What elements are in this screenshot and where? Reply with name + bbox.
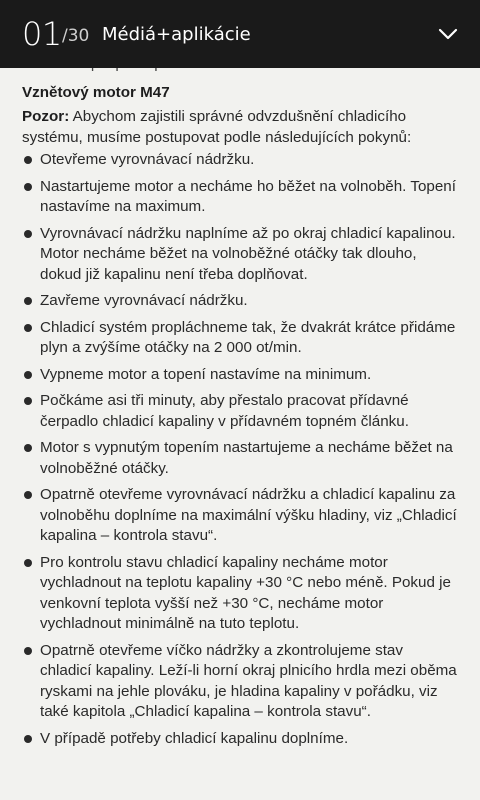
document-page[interactable] (0, 42, 480, 800)
list-item (22, 438, 458, 479)
list-item (22, 150, 458, 171)
bullet-icon (24, 735, 32, 743)
list-item (22, 318, 458, 359)
list-item (22, 729, 458, 750)
list-item (22, 177, 458, 218)
list-item-text: Vypneme motor a topení nastavíme na minimum. (40, 365, 372, 383)
page-current: 01 (22, 15, 62, 53)
list-item-text: Motor s vypnutým topením nastartujeme a necháme běžet na volnoběžné otáčky. (40, 439, 453, 477)
warning-text: Abychom zajistili správné odvzdušnění chladicího systému, musíme postupovat podle následujících pokynů: (22, 108, 412, 146)
list-item-text: Vyrovnávací nádržku naplníme až po okraj chladicí kapalinou. Motor necháme běžet na volnoběžné otáčky tak dlouho, dokud již kapalinu není třeba doplňovat. (40, 224, 456, 283)
list-item (22, 224, 458, 286)
bullet-icon (24, 183, 32, 191)
steps-list (0, 150, 480, 749)
list-item-text: Zavřeme vyrovnávací nádržku. (40, 292, 248, 309)
bullet-icon (24, 491, 32, 499)
bullet-icon (24, 230, 32, 238)
page-separator: / (62, 26, 68, 46)
bullet-icon (24, 156, 32, 164)
warning-paragraph (0, 107, 480, 148)
list-item-text: Opatrně otevřeme vyrovnávací nádržku a chladicí kapalinu za volnoběhu doplníme na maximální výšku hladiny, viz „Chladicí kapalina – kontrola stavu“. (40, 486, 457, 544)
list-item (22, 365, 458, 386)
bullet-icon (24, 647, 32, 655)
warning-label: Pozor: (22, 108, 70, 125)
bullet-icon (24, 444, 32, 452)
list-item-text: Počkáme asi tři minuty, aby přestalo pracovat přídavné čerpadlo chladicí kapaliny v přídavném topném článku. (40, 392, 409, 430)
chevron-down-icon[interactable] (436, 22, 460, 46)
bullet-icon (24, 559, 32, 567)
bullet-icon (24, 297, 32, 305)
bullet-icon (24, 371, 32, 379)
list-item-text: Chladicí systém propláchneme tak, že dvakrát krátce přidáme plyn a zvýšíme otáčky na 2 000 ot/min. (40, 318, 456, 356)
page-total-number: 30 (67, 26, 90, 46)
list-item-text: Pro kontrolu stavu chladicí kapaliny necháme motor vychladnout na teplotu kapaliny +30 °C nebo méně. Pokud je venkovní teplota vyšší než +30 °C, necháme motor vychladnout minimálně na tuto teplotu. (40, 553, 451, 632)
bullet-icon (24, 397, 32, 405)
list-item (22, 485, 458, 547)
section-heading: Vznětový motor M47 (22, 83, 170, 101)
page-total (62, 24, 89, 48)
list-item (22, 291, 458, 312)
list-item-text: Nastartujeme motor a necháme ho běžet na volnoběh. Topení nastavíme na maximum. (40, 177, 456, 215)
list-item (22, 391, 458, 432)
list-item (22, 553, 458, 635)
list-item-text: Otevřeme vyrovnávací nádržku. (40, 151, 255, 168)
list-item (22, 641, 458, 723)
list-item-text: Opatrně otevřeme víčko nádržky a zkontrolujeme stav chladicí kapaliny. Leží-li horní okraj plnicího hrdla mezi oběma ryskami na jehle plováku, je hladina kapaliny v pořádku, viz také kapitola „Chladicí kapalina – kontrola stavu“. (40, 641, 457, 720)
top-bar (0, 0, 480, 68)
bullet-icon (24, 324, 32, 332)
list-item-text: V případě potřeby chladicí kapalinu doplníme. (40, 729, 349, 747)
chapter-title[interactable]: Médiá+aplikácie (102, 24, 251, 45)
